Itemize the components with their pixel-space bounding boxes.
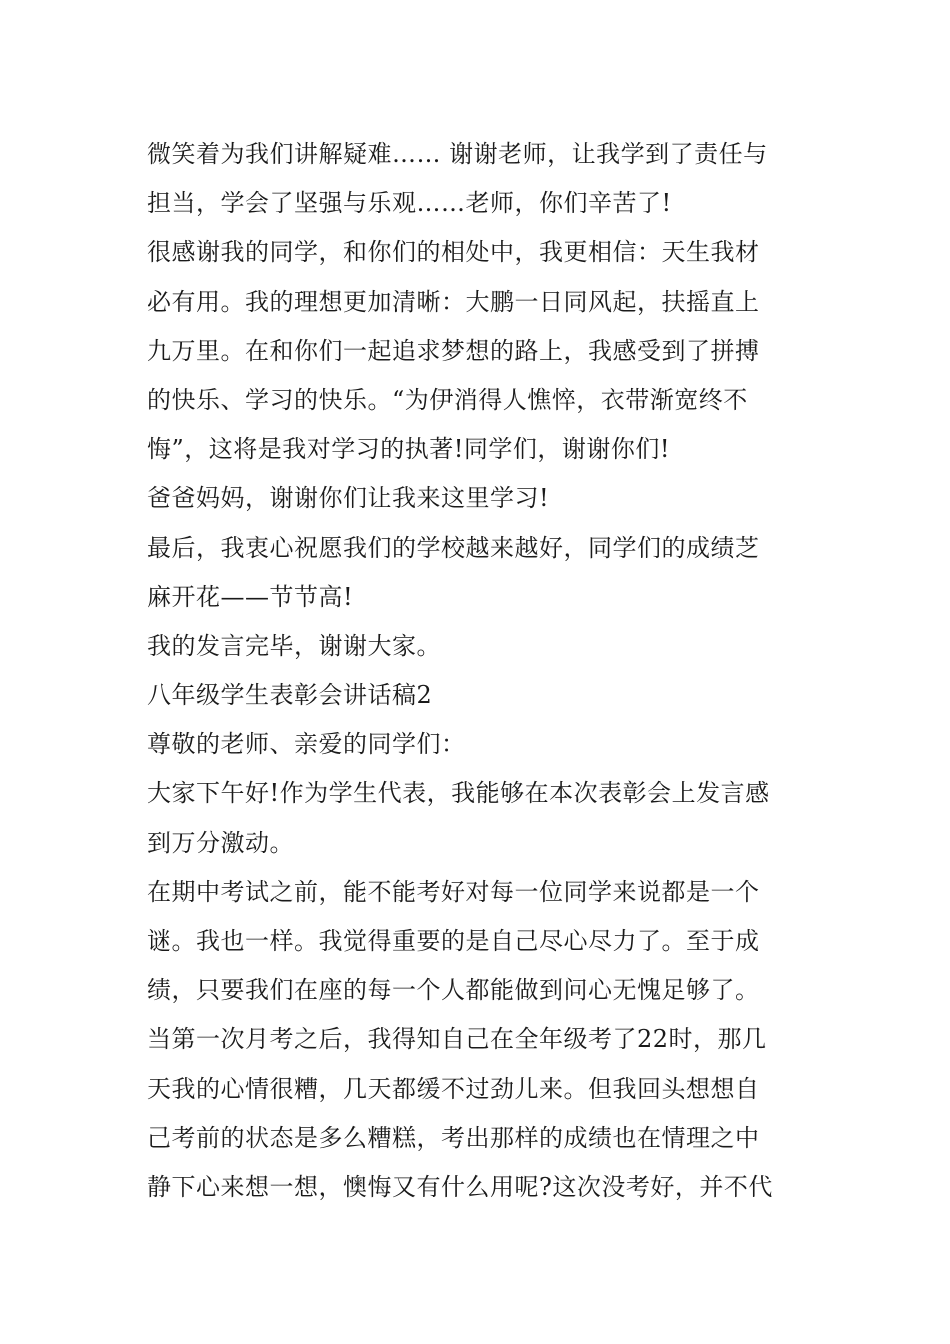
text-line: 大家下午好!作为学生代表，我能够在本次表彰会上发言感 — [147, 779, 770, 808]
text-line: 最后，我衷心祝愿我们的学校越来越好，同学们的成绩芝 — [147, 533, 760, 562]
text-line: 在期中考试之前，能不能考好对每一位同学来说都是一个 — [147, 877, 760, 906]
text-line: 九万里。在和你们一起追求梦想的路上，我感受到了拼搏 — [147, 336, 760, 365]
text-line: 天我的心情很糟，几天都缓不过劲儿来。但我回头想想自 — [147, 1074, 760, 1103]
text-line: 担当，学会了坚强与乐观……老师，你们辛苦了! — [147, 189, 672, 218]
text-line: 的快乐、学习的快乐。“为伊消得人憔悴，衣带渐宽终不 — [147, 385, 748, 414]
text-line: 谜。我也一样。我觉得重要的是自己尽心尽力了。至于成 — [147, 927, 760, 955]
text-line: 悔”，这将是我对学习的执著!同学们，谢谢你们! — [147, 435, 671, 464]
salutation: 尊敬的老师、亲爱的同学们： — [147, 730, 466, 759]
section-heading: 八年级学生表彰会讲话稿2 — [147, 681, 433, 710]
text-line: 绩，只要我们在座的每一个人都能做到问心无愧足够了。 — [147, 976, 760, 1005]
text-line: 我的发言完毕，谢谢大家。 — [147, 631, 441, 660]
text-line: 到万分激动。 — [147, 828, 294, 857]
text-line: 很感谢我的同学，和你们的相处中，我更相信：天生我材 — [147, 238, 760, 267]
document-body — [147, 130, 812, 1212]
text-line: 当第一次月考之后，我得知自己在全年级考了22时，那几 — [147, 1025, 767, 1054]
text-line: 静下心来想一想，懊悔又有什么用呢?这次没考好，并不代 — [147, 1172, 773, 1201]
text-line: 必有用。我的理想更加清晰：大鹏一日同风起，扶摇直上 — [147, 287, 760, 316]
text-line: 己考前的状态是多么糟糕，考出那样的成绩也在情理之中 — [147, 1123, 760, 1152]
text-line: 爸爸妈妈，谢谢你们让我来这里学习! — [147, 484, 550, 513]
text-line: 麻开花——节节高! — [147, 582, 354, 611]
text-line: 微笑着为我们讲解疑难…… 谢谢老师，让我学到了责任与 — [147, 140, 768, 168]
